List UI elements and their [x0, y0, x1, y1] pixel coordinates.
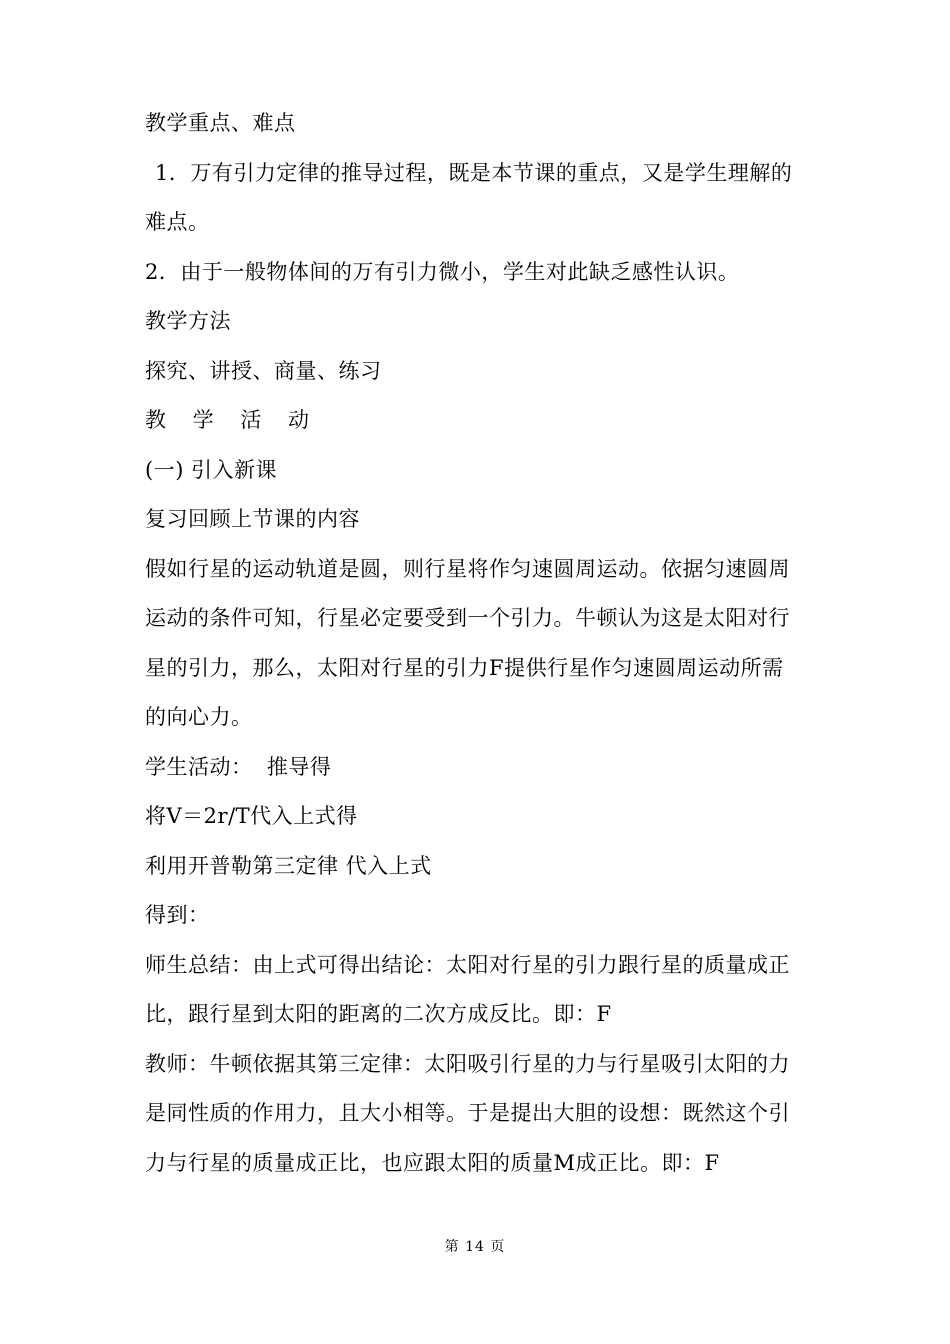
paragraph-line: 学生活动： 推导得	[145, 754, 332, 779]
paragraph-line: 复习回顾上节课的内容	[145, 507, 360, 531]
paragraph-line: 师生总结：由上式可得出结论：太阳对行星的引力跟行星的质量成正	[145, 952, 790, 977]
section-heading-key-points: 教学重点、难点	[145, 111, 296, 135]
paragraph-line: 得到：	[145, 903, 210, 927]
section-heading-methods: 教学方法	[145, 309, 231, 333]
paragraph-line: 教师：牛顿依据其第三定律：太阳吸引行星的力与行星吸引太阳的力	[145, 1051, 790, 1076]
paragraph-line: 将V＝2r/T代入上式得	[145, 804, 358, 828]
page-number: 第 14 页	[444, 1239, 506, 1255]
paragraph-line: 的向心力。	[145, 705, 253, 729]
paragraph-line: 1．万有引力定律的推导过程，既是本节课的重点，又是学生理解的	[155, 160, 793, 185]
paragraph-line: 运动的条件可知，行星必定要受到一个引力。牛顿认为这是太阳对行	[145, 606, 790, 630]
paragraph-line: 利用开普勒第三定律 代入上式	[145, 853, 432, 878]
paragraph-line: 探究、讲授、商量、练习	[145, 358, 382, 383]
paragraph-line: 难点。	[145, 210, 210, 234]
paragraph-line: 星的引力，那么，太阳对行星的引力F提供行星作匀速圆周运动所需	[145, 655, 784, 680]
paragraph-line: 是同性质的作用力，且大小相等。于是提出大胆的设想：既然这个引	[145, 1101, 790, 1125]
document-body	[145, 99, 825, 1188]
paragraph-line: 2．由于一般物体间的万有引力微小，学生对此缺乏感性认识。	[145, 259, 740, 284]
subsection-heading: (一) 引入新课	[145, 457, 278, 482]
paragraph-line: 力与行星的质量成正比，也应跟太阳的质量M成正比。即：F	[145, 1150, 720, 1175]
paragraph-line: 比，跟行星到太阳的距离的二次方成反比。即：F	[145, 1002, 612, 1026]
paragraph-line: 假如行星的运动轨道是圆，则行星将作匀速圆周运动。依据匀速圆周	[145, 556, 790, 581]
section-heading-activities: 教 学 活 动	[145, 408, 320, 432]
